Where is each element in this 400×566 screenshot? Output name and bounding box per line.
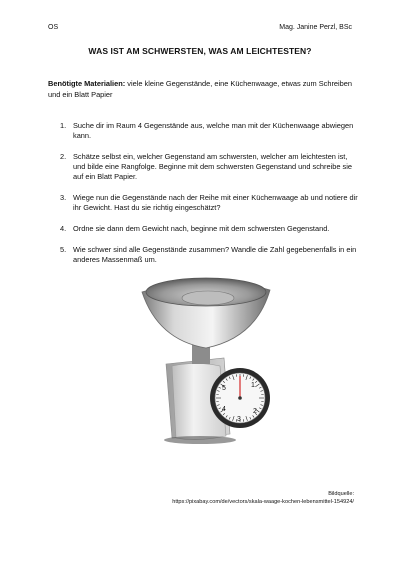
- credit-label: Bildquelle:: [328, 491, 354, 497]
- materials-label: Benötigte Materialien:: [48, 79, 126, 88]
- task-item-1: [48, 121, 358, 141]
- materials-text: viele kleine Gegenstände, eine Küchenwaage, etwas zum Schreiben und ein Blatt Papier: [48, 79, 353, 99]
- page-title: WAS IST AM SCHWERSTEN, WAS AM LEICHTESTEN?: [88, 46, 312, 56]
- task-item-4: [48, 224, 358, 234]
- credit-url[interactable]: https://pixabay.com/de/vectors/skala-waage-kochen-lebensmittel-154924/: [172, 499, 354, 505]
- materials-paragraph: [48, 79, 358, 101]
- dial-number-1: 1: [251, 382, 255, 389]
- dial-number-2: 2: [253, 408, 257, 415]
- task-number: 1.: [60, 121, 67, 130]
- task-number: 4.: [60, 224, 67, 234]
- dial-number-4: 4: [222, 406, 226, 413]
- task-text: Suche dir im Raum 4 Gegenstände aus, welche man mit der Küchenwaage abwiegen kann.: [73, 121, 354, 141]
- image-credit: [94, 490, 354, 506]
- task-number: 2.: [60, 152, 67, 161]
- task-text: Wiege nun die Gegenstände nach der Reihe mit einer Küchenwaage ab und notiere dir ihr Gewicht. Hast du sie richtig eingeschätzt?: [73, 193, 358, 213]
- task-text: Wie schwer sind alle Gegenstände zusammen? Wandle die Zahl gegebenenfalls in ein anderes Massenmaß um.: [73, 245, 357, 265]
- scale-bowl-center: [182, 291, 234, 305]
- task-number: 3.: [60, 193, 67, 203]
- task-item-3: [48, 193, 358, 213]
- dial-number-5: 5: [222, 385, 226, 392]
- task-item-5: [48, 245, 358, 265]
- task-text: Schätze selbst ein, welcher Gegenstand am schwersten, welcher am leichtesten ist, und bilde eine Rangfolge. Beginne mit dem schwersten Gegenstand und schreibe sie auf ein Blatt Papier.: [73, 152, 352, 182]
- task-list: [48, 121, 358, 276]
- task-text: Ordne sie dann dem Gewicht nach, beginne mit dem schwersten Gegenstand.: [73, 224, 330, 234]
- scale-base-shadow: [164, 436, 236, 444]
- task-item-2: [48, 152, 358, 183]
- kitchen-scale-illustration: [136, 266, 276, 446]
- dial-center: [238, 396, 242, 400]
- task-number: 5.: [60, 245, 67, 254]
- header-left: OS: [48, 24, 59, 31]
- header-author: Mag. Janine Perzl, BSc: [279, 24, 352, 31]
- dial-number-3: 3: [237, 416, 241, 423]
